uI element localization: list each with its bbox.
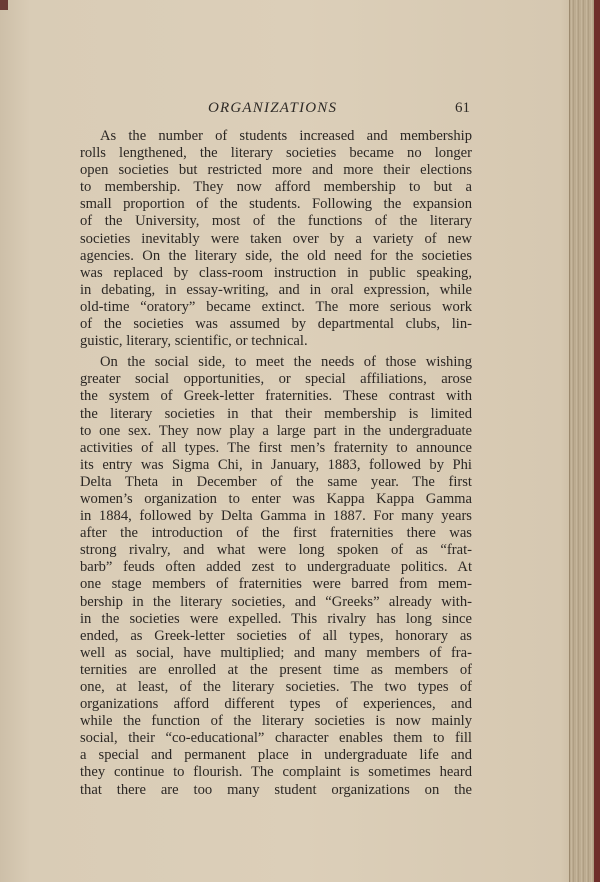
text-line: after the introduction of the first fraternities there was — [80, 525, 472, 542]
text-line: women’s organization to enter was Kappa Kappa Gamma — [80, 490, 472, 507]
text-line: societies inevitably were taken over by a variety of new — [80, 230, 472, 247]
text-line: of the University, most of the functions of the literary — [80, 213, 472, 230]
text-line: small proportion of the students. Following the expansion — [80, 196, 472, 213]
cover-corner — [0, 0, 8, 10]
paragraph-2 — [80, 354, 472, 798]
text-line: bership in the literary societies, and “Greeks” already with- — [80, 593, 472, 610]
text-line: of the societies was assumed by departmental clubs, lin- — [80, 316, 472, 333]
text-line: open societies but restricted more and more their elections — [80, 162, 472, 179]
text-line: the literary societies in that their membership is limited — [80, 405, 472, 422]
text-line: to membership. They now afford membership to but a — [80, 179, 472, 196]
text-line: strong rivalry, and what were long spoken of as “frat- — [80, 542, 472, 559]
text-line: one, at least, of the literary societies. The two types of — [80, 679, 472, 695]
body-text — [80, 128, 472, 799]
text-line: As the number of students increased and membership — [100, 128, 472, 144]
text-line: barb” feuds often added zest to undergraduate politics. At — [80, 559, 472, 576]
text-line: ternities are enrolled at the present time as members of — [80, 661, 472, 678]
paragraph-1 — [80, 128, 472, 350]
text-line: a special and permanent place in undergraduate life and — [80, 747, 472, 764]
text-line: old-time “oratory” became extinct. The more serious work — [80, 298, 472, 315]
text-line: while the function of the literary societies is now mainly — [80, 713, 472, 730]
text-line: the system of Greek-letter fraternities. These contrast with — [80, 388, 472, 405]
text-line: one stage members of fraternities were barred from mem- — [80, 576, 472, 593]
text-line: guistic, literary, scientific, or technical. — [80, 333, 308, 350]
text-line: activities of all types. The first men’s fraternity to announce — [80, 439, 472, 456]
text-line: rolls lengthened, the literary societies became no longer — [80, 145, 472, 162]
cover-binding-edge — [594, 0, 600, 882]
text-line: social, their “co-educational” character enables them to fill — [80, 730, 472, 747]
text-line: greater social opportunities, or special affiliations, arose — [80, 371, 472, 388]
running-head-title: ORGANIZATIONS — [208, 100, 338, 116]
text-line: they continue to flourish. The complaint is sometimes heard — [80, 764, 472, 781]
text-line: in the societies were expelled. This rivalry has long since — [80, 610, 472, 627]
text-line: its entry was Sigma Chi, in January, 1883, followed by Phi — [80, 456, 472, 473]
text-line: that there are too many student organizations on the — [80, 781, 472, 798]
text-line: in debating, in essay-writing, and in oral expression, while — [80, 281, 472, 298]
text-line: was replaced by class-room instruction in public speaking, — [80, 264, 472, 281]
text-line: On the social side, to meet the needs of those wishing — [100, 354, 472, 371]
text-line: to one sex. They now play a large part in the undergraduate — [80, 422, 472, 439]
text-line: Delta Theta in December of the same year. The first — [80, 473, 472, 490]
text-line: well as social, have multiplied; and many members of fra- — [80, 644, 472, 661]
text-line: agencies. On the literary side, the old need for the societies — [80, 247, 472, 264]
text-line: organizations afford different types of experiences, and — [80, 696, 472, 713]
text-line: ended, as Greek-letter societies of all types, honorary as — [80, 627, 472, 644]
page-number: 61 — [455, 100, 470, 116]
text-line: in 1884, followed by Delta Gamma in 1887. For many years — [80, 508, 472, 525]
running-head — [80, 100, 470, 120]
